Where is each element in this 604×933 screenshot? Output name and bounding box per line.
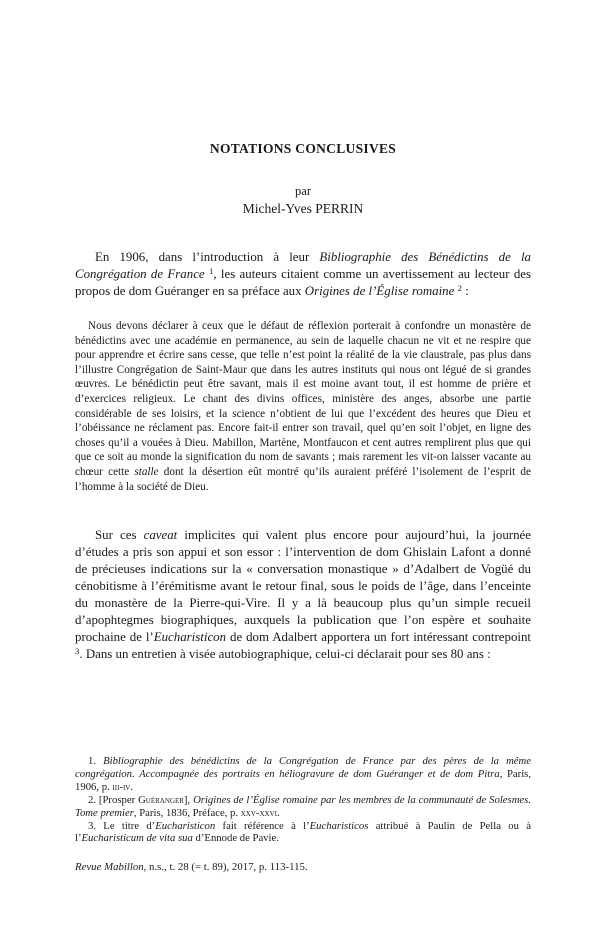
journal-reference: Revue Mabillon, n.s., t. 28 (= t. 89), 2017, p. 113-115. [75,861,308,873]
footnote-2: 2. [Prosper Guéranger], Origines de l’Église romaine par les membres de la communauté de Solesmes. Tome premier, Paris, 1836, Préface, p. xxv-xxvi. [75,793,532,819]
footnote-1: 1. Bibliographie des bénédictins de la Congrégation de France par des pères de la même congrégation. Accompagnée des portraits en héliogravure de dom Guéranger et de dom Pitra, Paris, 1906, p. iii-iv. [75,755,532,793]
article-title: NOTATIONS CONCLUSIVES [209,141,397,156]
opening-paragraph: En 1906, dans l’introduction à leur Bibliographie des Bénédictins de la Congrégation de France $^1$, les auteurs citaient comme un avertissement au lecteur des propos de dom Guéranger en sa préface aux Origines de l’Église romaine $^2$ : [75,250,532,298]
byline-prefix: par [295,184,311,198]
second-paragraph: Sur ces caveat implicites qui valent plus encore pour aujourd’hui, la journée d’études a pris son appui et son essor : l’intervention de dom Ghislain Lafont a donné de précieuses indications sur la « conversation monastique » d’Adalbert de Vogüé du cénobitisme à l’érémitisme avant le retour final, sous le poids de l’âge, dans l’enceinte du monastère de la Pierre-qui-Vire. Il y a là beaucoup plus qu’un simple recueil d’apophtegmes biographiques, auxquels la publication que l’on espère et souhaite prochaine de l’Eucharisticon de dom Adalbert apportera un fort intéressant contrepoint $^3$. Dans un entretien à visée autobiographique, celui-ci déclarait pour ses 80 ans : [75,528,531,661]
block-quote: Nous devons déclarer à ceux que le défaut de réflexion porterait à confondre un monastère de bénédictins avec une académie en permanence, au sein de laquelle chacun ne vit et ne respire que pour apprendre et écrire sans cesse, que telle n’est point la réalité de la vie claustrale, pas plus dans l’illustre Congrégation de Saint-Maur que dans les autres instituts qui nous ont légué de si grandes œuvres. Le bénédictin peut être savant, mais il est moine avant tout, il est homme de prière et d’exercices religieux. Le chant des divins offices, ministère des anges, absorbe une partie considérable de ses loisirs, et la science n’obtient de lui que l’excédent des heures que Dieu et l’obéissance ne réclament pas. Encore fait-il entrer son travail, quel qu’en soit l’objet, en ligne des choses qu’il a vouées à Dieu. Mabillon, Martène, Montfaucon et cent autres remplirent plus que qui que ce soit au monde la signification du nom de savants ; mais rarement les vit-on laisser vacante au chœur cette stalle dont la désertion eût montré qu’ils auraient préféré l’isolement de l’esprit de l’homme à la société de Dieu. [75,320,531,493]
author-name: Michel-Yves PERRIN [242,201,364,216]
footnotes-section [75,755,531,845]
footnote-3: 3. Le titre d’Eucharisticon fait référence à l’Eucharisticos attribué à Paulin de Pella ou à l’Eucharisticum de vita sua d’Ennode de Pavie. [75,819,531,845]
